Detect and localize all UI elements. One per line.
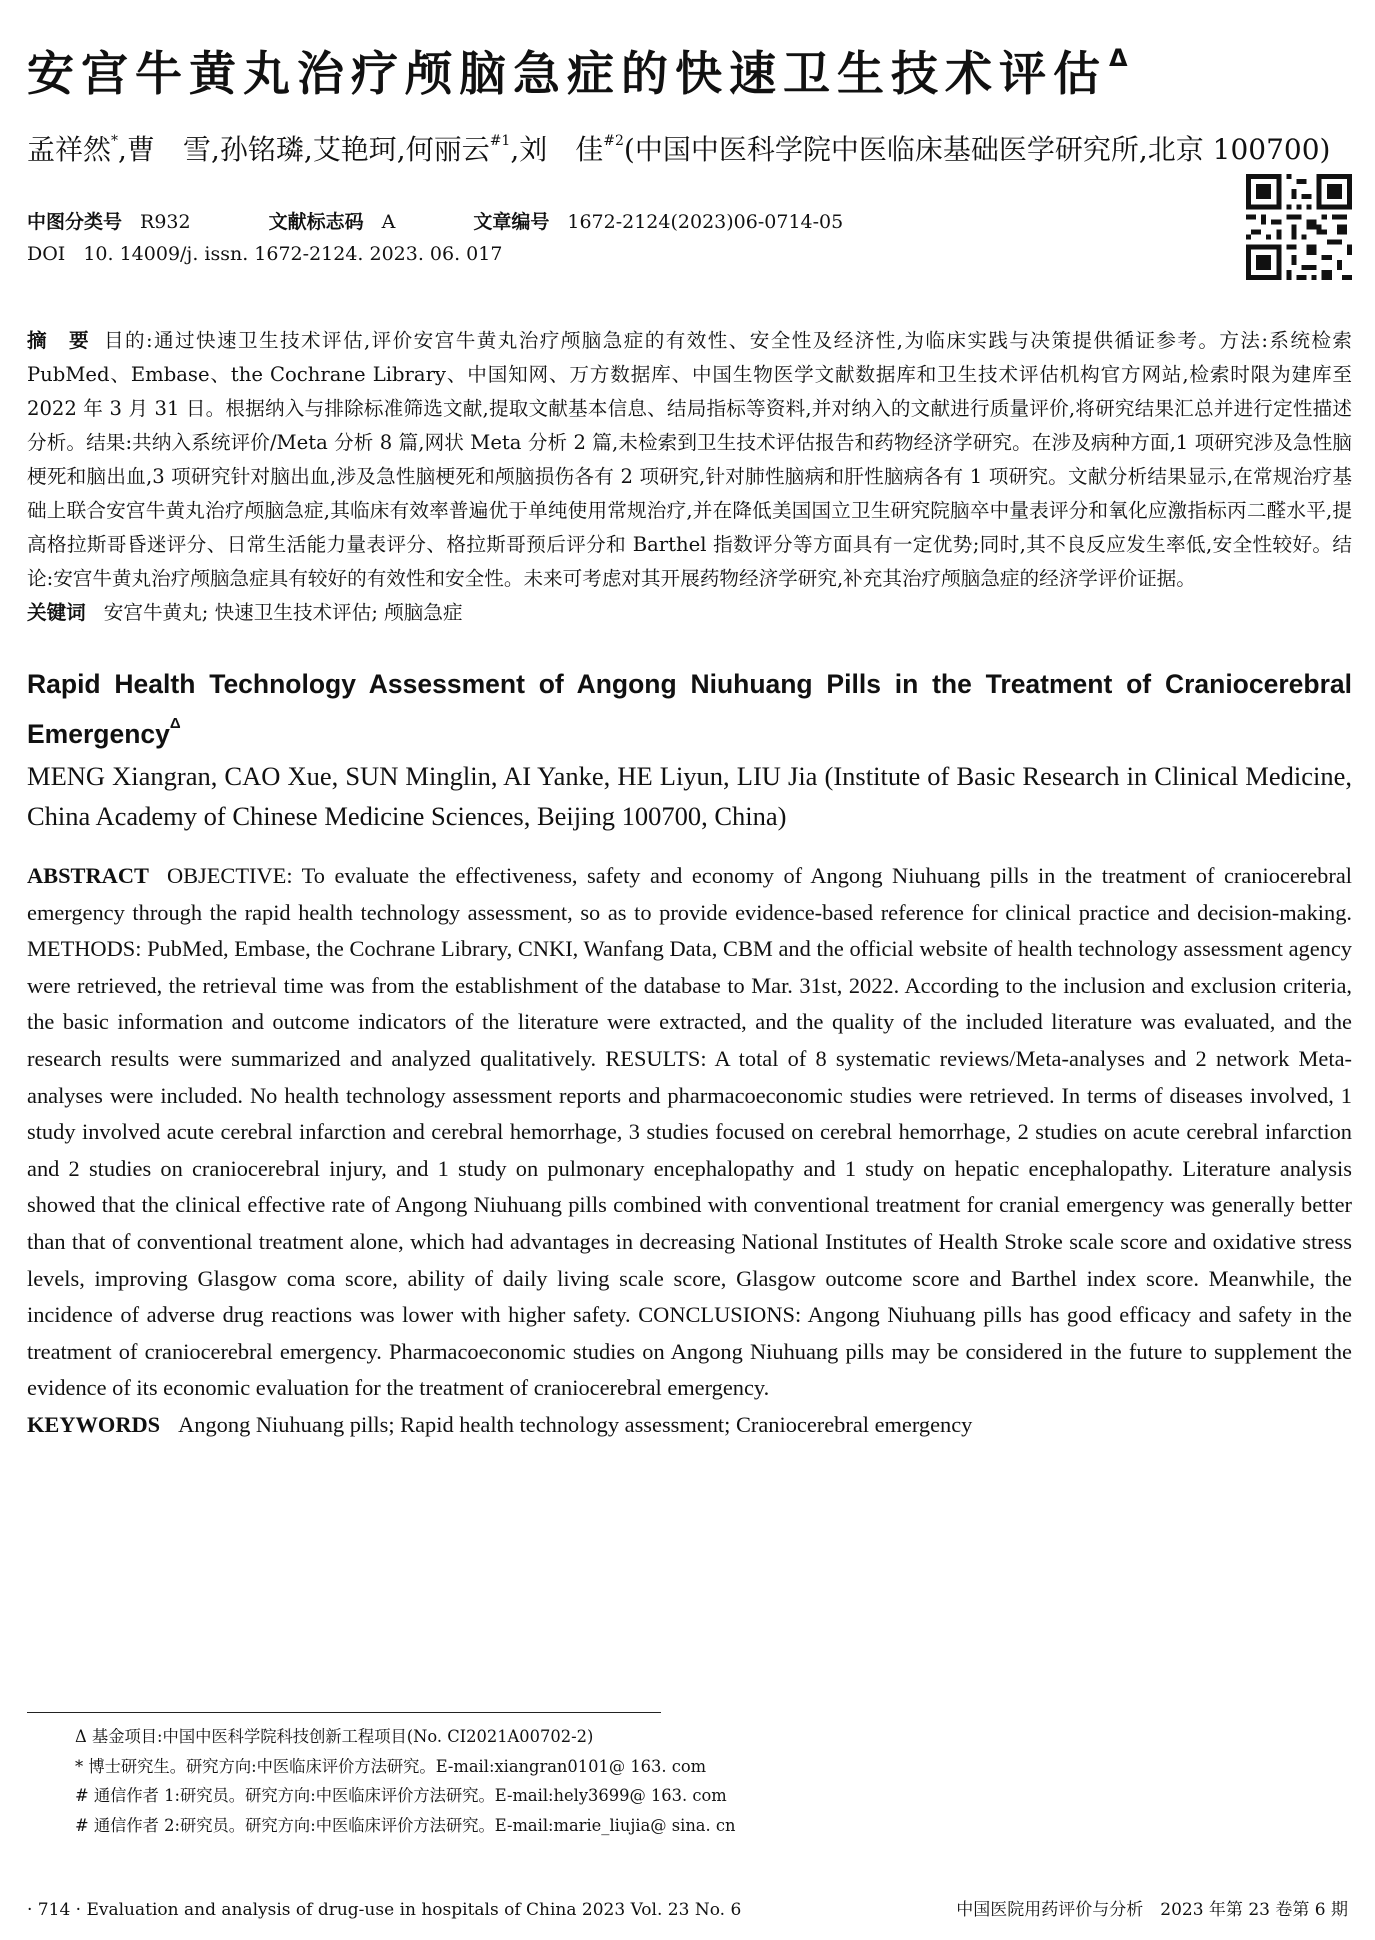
footnote-corresponding-2: # 通信作者 2:研究员。研究方向:中医临床评价方法研究。E-mail:marie_liujia@ sina. cn bbox=[75, 1815, 736, 1835]
article-no-label: 文章编号 bbox=[473, 211, 550, 233]
clc-value: R932 bbox=[140, 211, 191, 233]
author-4: 何丽云 bbox=[405, 133, 490, 166]
english-title-mark: Δ bbox=[169, 715, 181, 732]
article-page bbox=[27, 22, 1352, 1444]
english-keywords-text: Angong Niuhuang pills; Rapid health technology assessment; Craniocerebral emergency bbox=[178, 1411, 973, 1437]
chinese-keywords-text: 安宫牛黄丸; 快速卫生技术评估; 颅脑急症 bbox=[103, 601, 463, 624]
chinese-abstract bbox=[27, 324, 1352, 596]
english-abstract-text: OBJECTIVE: To evaluate the effectiveness, safety and economy of Angong Niuhuang pills in the treatment of craniocerebral emergency through the rapid health technology assessment, so as to provide evidence-based reference for clinical practice and decision-making. METHODS: PubMed, Embase, the Cochrane Library, CNKI, Wanfang Data, CBM and the official website of health technology assessment agency were retrieved, the retrieval time was from the establishment of the database to Mar. 31st, 2022. According to the inclusion and exclusion criteria, the basic information and outcome indicators of the literature were extracted, and the quality of the included literature was evaluated, and the research results were summarized and analyzed qualitatively. RESULTS: A total of 8 systematic reviews/Meta-analyses and 2 network Meta-analyses were included. No health technology assessment reports and pharmacoeconomic studies were retrieved. In terms of diseases involved, 1 study involved acute cerebral infarction and cerebral hemorrhage, 3 studies focused on cerebral hemorrhage, 2 studies on acute cerebral infarction and 2 studies on craniocerebral injury, and 1 study on pulmonary encephalopathy and 1 study on hepatic encephalopathy. Literature analysis showed that the clinical effective rate of Angong Niuhuang pills combined with conventional treatment for cranial emergency was generally better than that of conventional treatment alone, which had advantages in decreasing National Institutes of Health Stroke scale score and oxidative stress levels, improving Glasgow coma score, ability of daily living scale score, Glasgow outcome score and Barthel index score. Meanwhile, the incidence of adverse drug reactions was lower with higher safety. CONCLUSIONS: Angong Niuhuang pills has good efficacy and safety in the treatment of craniocerebral emergency. Pharmacoeconomic studies on Angong Niuhuang pills may be considered in the future to supplement the evidence of its economic evaluation for the treatment of craniocerebral emergency. bbox=[27, 863, 1352, 1401]
qr-code-icon[interactable] bbox=[1246, 174, 1352, 280]
author-0: 孟祥然 bbox=[27, 133, 112, 166]
english-authors: MENG Xiangran, CAO Xue, SUN Minglin, AI Yanke, HE Liyun, LIU Jia (Institute of Basic Research in Clinical Medicine, China Academy of Chinese Medicine Sciences, Beijing 100700, China) bbox=[27, 761, 1352, 831]
author-0-mark: * bbox=[111, 133, 119, 149]
footer-journal-cn: 中国医院用药评价与分析 2023 年第 23 卷第 6 期 bbox=[956, 1900, 1348, 1920]
author-4-mark: #1 bbox=[489, 133, 511, 149]
chinese-abstract-text: 目的:通过快速卫生技术评估,评价安宫牛黄丸治疗颅脑急症的有效性、安全性及经济性,为临床实践与决策提供循证参考。方法:系统检索 PubMed、Embase、the Cochrane Library、中国知网、万方数据库、中国生物医学文献数据库和卫生技术评估机构官方网站,检索时限为建库至 2022 年 3 月 31 日。根据纳入与排除标准筛选文献,提取文献基本信息、结局指标等资料,并对纳入的文献进行质量评价,将研究结果汇总并进行定性描述分析。结果:共纳入系统评价/Meta 分析 8 篇,网状 Meta 分析 2 篇,未检索到卫生技术评估报告和药物经济学研究。在涉及病种方面,1 项研究涉及急性脑梗死和脑出血,3 项研究针对脑出血,涉及急性脑梗死和颅脑损伤各有 2 项研究,针对肺性脑病和肝性脑病各有 1 项研究。文献分析结果显示,在常规治疗基础上联合安宫牛黄丸治疗颅脑急症,其临床有效率普遍优于单纯使用常规治疗,并在降低美国国立卫生研究院脑卒中量表评分和氧化应激指标丙二醛水平,提高格拉斯哥昏迷评分、日常生活能力量表评分、格拉斯哥预后评分和 Barthel 指数评分等方面具有一定优势;同时,其不良反应发生率低,安全性较好。结论:安宫牛黄丸治疗颅脑急症具有较好的有效性和安全性。未来可考虑对其开展药物经济学研究,补充其治疗颅脑急症的经济学评价证据。 bbox=[27, 329, 1352, 590]
doi-value: 10. 14009/j. issn. 1672-2124. 2023. 06. 017 bbox=[83, 243, 503, 265]
chinese-title-text: 安宫牛黄丸治疗颅脑急症的快速卫生技术评估 bbox=[27, 47, 1107, 102]
english-keywords bbox=[27, 1407, 1352, 1444]
footnote-divider bbox=[27, 1712, 661, 1713]
english-title bbox=[27, 664, 1352, 754]
doi-label: DOI bbox=[27, 243, 66, 265]
chinese-abstract-label: 摘 要 bbox=[27, 329, 91, 352]
chinese-title bbox=[27, 22, 1352, 111]
article-no-value: 1672-2124(2023)06-0714-05 bbox=[567, 211, 844, 233]
chinese-keywords-label: 关键词 bbox=[27, 601, 86, 624]
classification-line bbox=[27, 206, 1352, 238]
author-5-mark: #2 bbox=[603, 133, 624, 149]
english-abstract bbox=[27, 858, 1352, 1407]
author-5: 刘 佳 bbox=[519, 133, 604, 166]
footnote-first-author: * 博士研究生。研究方向:中医临床评价方法研究。E-mail:xiangran0101@ 163. com bbox=[75, 1756, 707, 1776]
footer-journal-en: · 714 · Evaluation and analysis of drug-use in hospitals of China 2023 Vol. 23 No. 6 bbox=[27, 1900, 742, 1920]
english-abstract-label: ABSTRACT bbox=[27, 863, 149, 888]
footnote-corresponding-1: # 通信作者 1:研究员。研究方向:中医临床评价方法研究。E-mail:hely3699@ 163. com bbox=[75, 1786, 727, 1805]
footnotes bbox=[75, 1722, 1325, 1840]
chinese-affiliation: (中国中医科学院中医临床基础医学研究所,北京 100700) bbox=[623, 133, 1331, 166]
chinese-keywords bbox=[27, 596, 1352, 630]
clc-label: 中图分类号 bbox=[27, 211, 123, 233]
author-2: 孙铭璘 bbox=[219, 133, 304, 166]
doi-line bbox=[27, 238, 1352, 270]
doc-code-label: 文献标志码 bbox=[268, 211, 364, 233]
author-1: 曹 雪 bbox=[126, 133, 211, 166]
chinese-author-line: 孟祥然*,曹 雪,孙铭璘,艾艳珂,何丽云$^{\#1}$,刘 佳$^{\#2}$(中国中医科学院中医临床基础医学研究所,北京 100700) bbox=[27, 133, 1331, 166]
doc-code-value: A bbox=[381, 211, 396, 233]
english-keywords-label: KEYWORDS bbox=[27, 1411, 161, 1437]
author-3: 艾艳珂 bbox=[312, 133, 397, 166]
article-metadata bbox=[27, 206, 1352, 298]
title-fund-mark: Δ bbox=[1109, 44, 1128, 72]
english-title-text: Rapid Health Technology Assessment of Angong Niuhuang Pills in the Treatment of Craniocerebral Emergency bbox=[27, 669, 1352, 749]
footnote-fund: Δ 基金项目:中国中医科学院科技创新工程项目(No. CI2021A00702-2) bbox=[75, 1727, 594, 1746]
